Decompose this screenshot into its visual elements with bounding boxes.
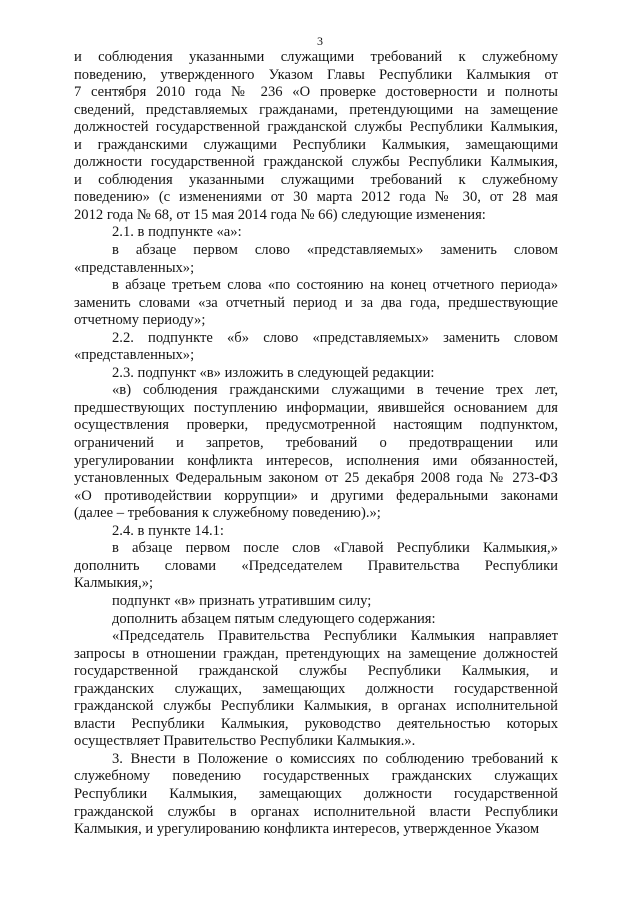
text-line: 2.4. в пункте 14.1:	[112, 522, 224, 539]
paragraph-item-2-3	[74, 365, 558, 383]
text-line: власти Республики Калмыкия, руководство деятельностью которых	[74, 715, 558, 732]
paragraph-item-2-4-quote	[74, 628, 558, 751]
text-line: поведению, утвержденного Указом Главы Республики Калмыкия от	[74, 66, 558, 83]
text-line: поведению» (с изменениями от 30 марта 2012 года № 30, от 28 мая	[74, 189, 558, 206]
text-line: 2.3. подпункт «в» изложить в следующей редакции:	[112, 364, 435, 381]
text-line: и гражданскими служащими Республики Калмыкия, замещающими	[74, 136, 558, 153]
text-line: 7 сентября 2010 года № 236 «О проверке достоверности и полноты	[74, 84, 558, 101]
text-line: «в) соблюдения гражданскими служащими в течение трех лет,	[112, 382, 558, 399]
text-line: запросы в отношении граждан, претендующих на замещение должностей	[74, 645, 558, 662]
paragraph-intro	[74, 49, 558, 224]
paragraph-item-3	[74, 751, 558, 839]
text-line: Калмыкия,»;	[74, 575, 154, 592]
text-line: осуществления проверки, предусмотренной настоящим подпунктом,	[74, 417, 558, 434]
text-line: отчетному периоду»;	[74, 312, 206, 329]
paragraph-item-2-4-b	[74, 593, 558, 611]
text-line: должностей государственной гражданской службы Республики Калмыкия,	[74, 119, 558, 136]
text-line: в абзаце первом слово «представляемых» заменить словом	[112, 242, 558, 259]
text-line: «О противодействии коррупции» и другими федеральными законами	[74, 487, 558, 504]
text-line: «Председатель Правительства Республики Калмыкия направляет	[112, 628, 558, 645]
text-line: гражданской службы Республики Калмыкия, в органах исполнительной	[74, 698, 558, 715]
text-line: (далее – требования к служебному поведению).»;	[74, 505, 381, 522]
text-line: Калмыкия, и урегулированию конфликта интересов, утвержденное Указом	[74, 821, 540, 838]
text-line: предшествующих поступлению информации, явившейся основанием для	[74, 399, 558, 416]
text-line: дополнить абзацем пятым следующего содержания:	[112, 610, 436, 627]
text-line: должности государственной гражданской службы Республики Калмыкия,	[74, 154, 558, 171]
text-line: сведений, представляемых гражданами, претендующими на замещение	[74, 101, 558, 118]
paragraph-item-2-4-a	[74, 540, 558, 593]
paragraph-item-2-3-text	[74, 382, 558, 522]
text-line: 2.2. подпункте «б» слово «представляемых» заменить словом	[112, 329, 558, 346]
text-line: ограничений и запретов, требований о предотвращении или	[74, 435, 558, 452]
paragraph-item-2-2	[74, 330, 558, 365]
text-line: в абзаце третьем слова «по состоянию на конец отчетного периода»	[112, 277, 558, 294]
text-line: заменить словами «за отчетный период и за два года, предшествующие	[74, 294, 558, 311]
text-line: 2012 года № 68, от 15 мая 2014 года № 66) следующие изменения:	[74, 206, 486, 223]
text-line: «представленных»;	[74, 259, 195, 276]
text-line: государственной гражданской службы Республики Калмыкия, и	[74, 663, 558, 680]
page-number: 3	[317, 34, 323, 48]
text-line: и соблюдения указанными служащими требований к служебному	[74, 49, 558, 65]
paragraph-item-2-1-a	[74, 242, 558, 277]
text-line: установленных Федеральным законом от 25 декабря 2008 года № 273-ФЗ	[74, 470, 558, 487]
paragraph-item-2-4	[74, 523, 558, 541]
text-line: 3. Внести в Положение о комиссиях по соблюдению требований к	[112, 750, 558, 767]
text-line: 2.1. в подпункте «а»:	[112, 224, 242, 241]
paragraph-item-2-4-c	[74, 611, 558, 629]
text-line: дополнить словами «Председателем Правительства Республики	[74, 557, 558, 574]
text-line: гражданской службы в органах исполнительной власти Республики	[74, 803, 558, 820]
text-line: и соблюдения указанными служащими требований к служебному	[74, 171, 558, 188]
text-line: гражданских служащих, замещающих должности государственной	[74, 680, 558, 697]
text-line: «представленных»;	[74, 347, 195, 364]
text-line: Республики Калмыкия, замещающих должности государственной	[74, 785, 558, 802]
paragraph-item-2-1	[74, 224, 558, 242]
text-line: в абзаце первом после слов «Главой Республики Калмыкия,»	[112, 540, 558, 557]
text-line: подпункт «в» признать утратившим силу;	[112, 592, 372, 609]
text-line: осуществляет Правительство Республики Калмыкия.».	[74, 733, 416, 750]
text-line: служебному поведению государственных гражданских служащих	[74, 768, 558, 785]
document-body	[74, 49, 558, 839]
text-line: урегулировании конфликта интересов, исполнения ими обязанностей,	[74, 452, 558, 469]
paragraph-item-2-1-b	[74, 277, 558, 330]
